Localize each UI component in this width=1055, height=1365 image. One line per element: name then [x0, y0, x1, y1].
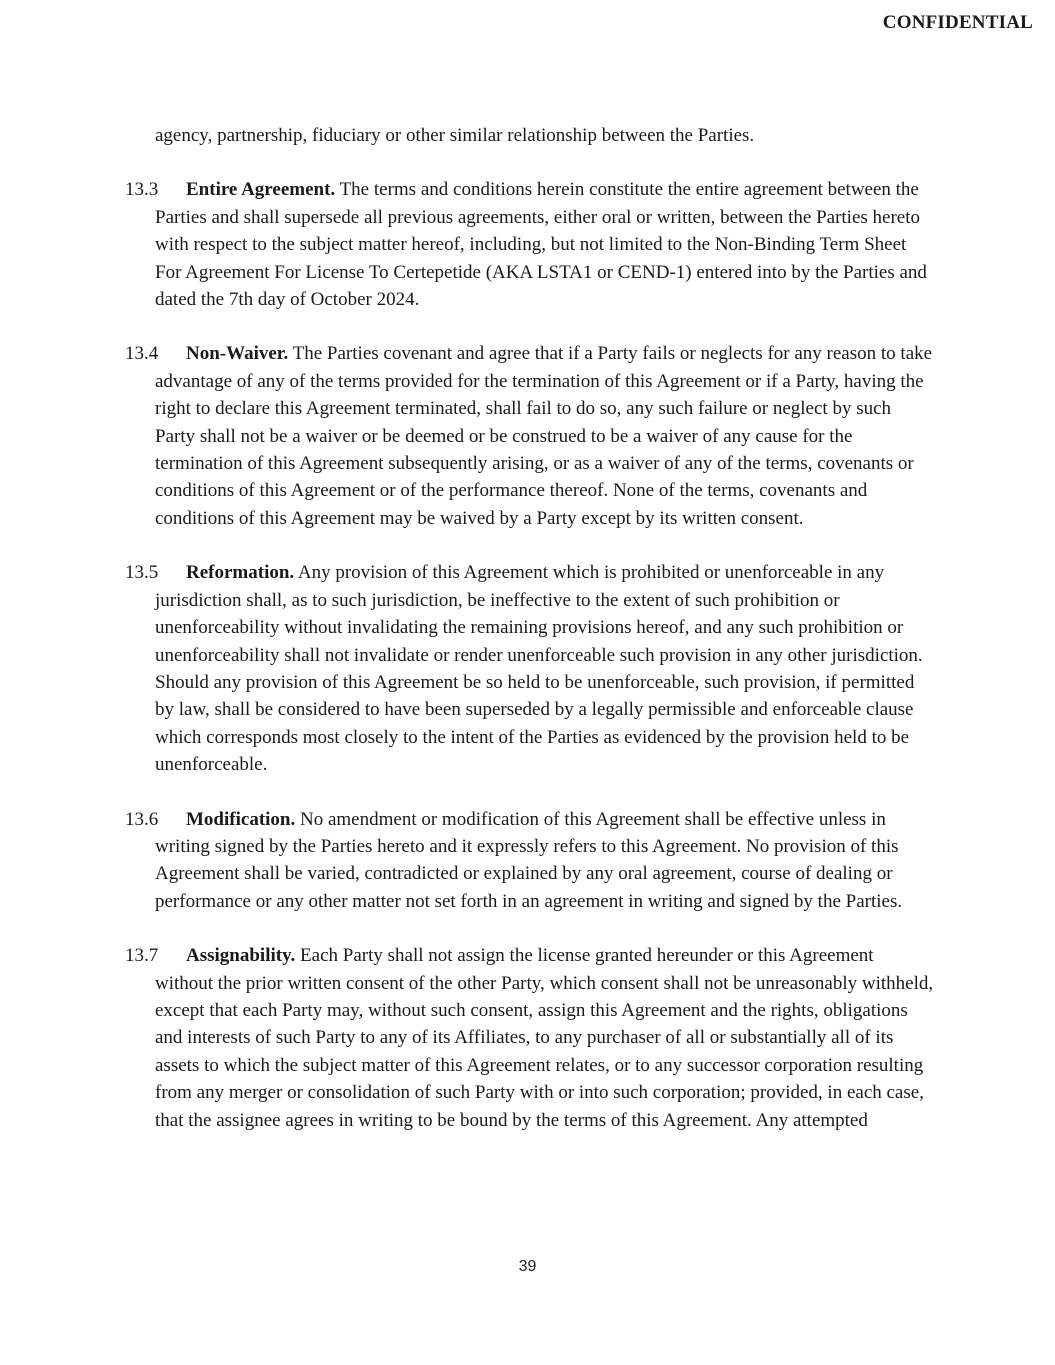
- section-13-5: [125, 559, 935, 778]
- continuation-paragraph: agency, partnership, fiduciary or other similar relationship between the Parties.: [155, 125, 755, 146]
- section-13-6: [125, 806, 935, 916]
- section-number: 13.5: [125, 562, 159, 584]
- section-title: Assignability.: [186, 945, 296, 967]
- section-title: Reformation.: [186, 562, 295, 584]
- section-title: Non-Waiver.: [186, 343, 289, 365]
- section-number: 13.3: [125, 179, 159, 201]
- section-13-3: [125, 176, 935, 313]
- section-text: The terms and conditions herein constitute the entire agreement between the Parties and shall supersede all previous agreements, either oral or written, between the Parties hereto with respect to the subject matter hereof, including, but not limited to the Non-Binding Term Sheet For Agreement For License To Certepetide (AKA LSTA1 or CEND-1) entered into by the Parties and dated the 7th day of October 2024.: [155, 179, 927, 311]
- section-number: 13.4: [125, 343, 159, 365]
- page-number: 39: [518, 1258, 537, 1275]
- section-13-4: [125, 340, 935, 532]
- section-text: The Parties covenant and agree that if a Party fails or neglects for any reason to take advantage of any of the terms provided for the termination of this Agreement or if a Party, having the right to declare this Agreement terminated, shall fail to do so, any such failure or neglect by such Party shall not be a waiver or be deemed or be construed to be a waiver of any cause for the termination of this Agreement subsequently arising, or as a waiver of any of the terms, covenants or conditions of this Agreement or of the performance thereof. None of the terms, covenants and conditions of this Agreement may be waived by a Party except by its written consent.: [155, 343, 933, 529]
- document-body: [125, 122, 935, 1161]
- section-title: Modification.: [186, 808, 296, 830]
- section-number: 13.6: [125, 808, 159, 830]
- section-number: 13.7: [125, 945, 159, 967]
- section-title: Entire Agreement.: [186, 179, 336, 201]
- section-text: Each Party shall not assign the license granted hereunder or this Agreement without the prior written consent of the other Party, which consent shall not be unreasonably withheld, except that each Party may, without such consent, assign this Agreement and the rights, obligations and interests of such Party to any of its Affiliates, to any purchaser of all or substantially all of its assets to which the subject matter of this Agreement relates, or to any successor corporation resulting from any merger or consolidation of such Party with or into such corporation; provided, in each case, that the assignee agrees in writing to be bound by the terms of this Agreement. Any attempted: [155, 945, 934, 1131]
- section-13-7: [125, 942, 935, 1134]
- confidential-header: CONFIDENTIAL: [882, 12, 1033, 33]
- section-text: Any provision of this Agreement which is prohibited or unenforceable in any jurisdiction shall, as to such jurisdiction, be ineffective to the extent of such prohibition or unenforceability without invalidating the remaining provisions hereof, and any such prohibition or unenforceability shall not invalidate or render unenforceable such provision in any other jurisdiction. Should any provision of this Agreement be so held to be unenforceable, such provision, if permitted by law, shall be considered to have been superseded by a legally permissible and enforceable clause which corresponds most closely to the intent of the Parties as evidenced by the provision held to be unenforceable.: [155, 562, 923, 776]
- section-text: No amendment or modification of this Agreement shall be effective unless in writing signed by the Parties hereto and it expressly refers to this Agreement. No provision of this Agreement shall be varied, contradicted or explained by any oral agreement, course of dealing or performance or any other matter not set forth in an agreement in writing and signed by the Parties.: [155, 808, 903, 912]
